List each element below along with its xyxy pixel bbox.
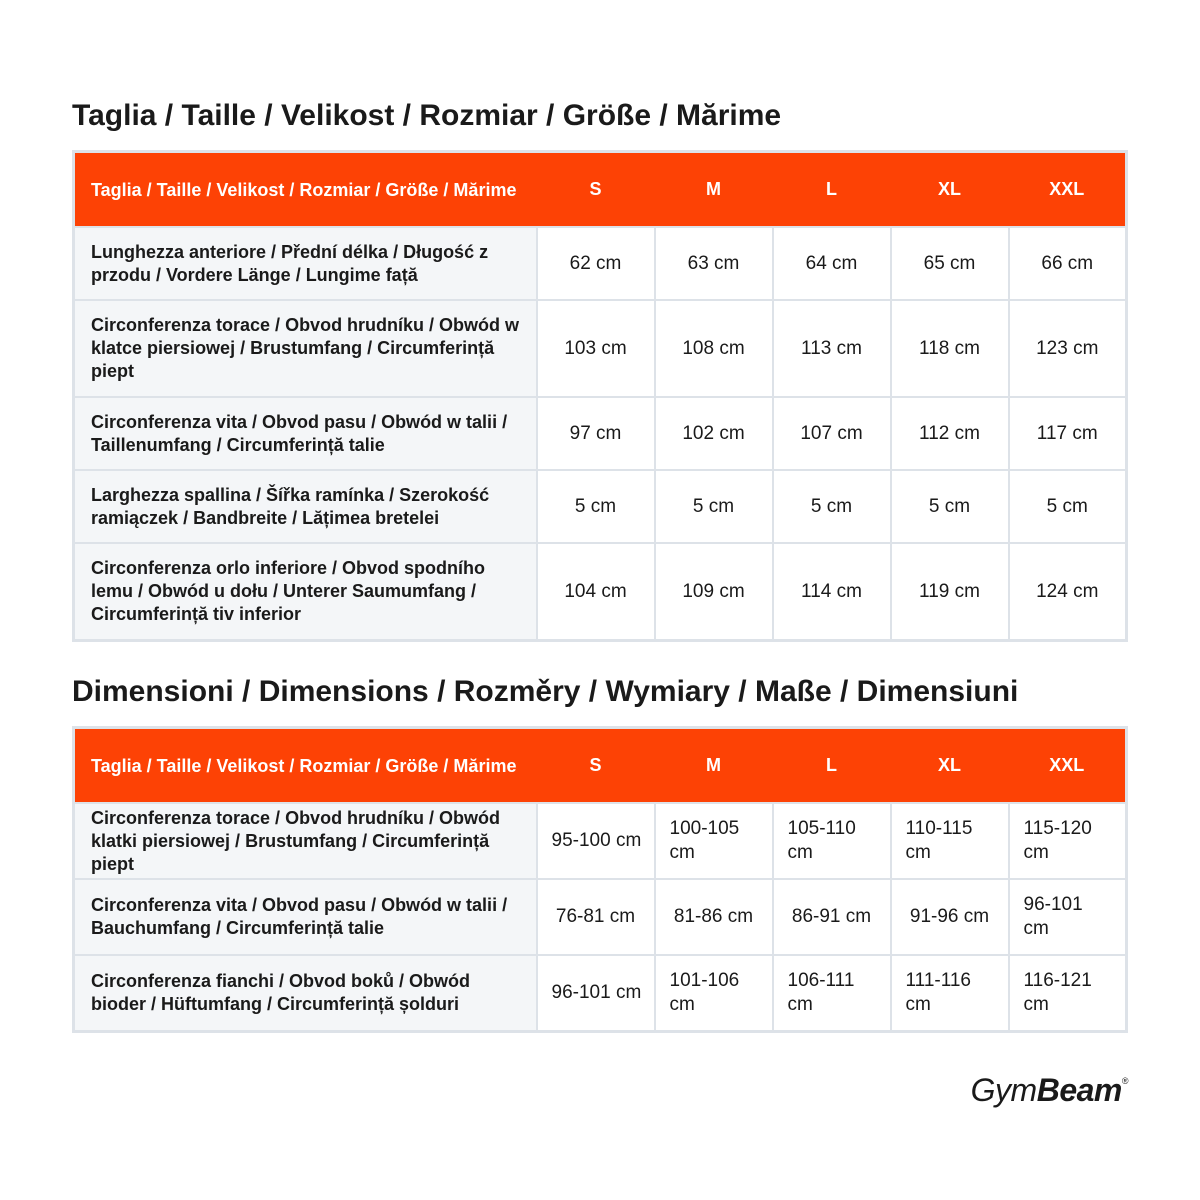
table-header-row	[74, 152, 1127, 228]
cell-value: 5 cm	[655, 470, 773, 543]
logo-text-beam: Beam	[1036, 1072, 1122, 1108]
cell-value: 124 cm	[1009, 543, 1127, 641]
cell-value: 66 cm	[1009, 227, 1127, 300]
row-label: Lunghezza anteriore / Přední délka / Długość z przodu / Vordere Länge / Lungime față	[74, 227, 537, 300]
cell-value: 111-116 cm	[891, 955, 1009, 1032]
cell-value: 86-91 cm	[773, 879, 891, 955]
size-header-s: S	[537, 728, 655, 804]
cell-value: 81-86 cm	[655, 879, 773, 955]
cell-value: 63 cm	[655, 227, 773, 300]
cell-value: 62 cm	[537, 227, 655, 300]
table-row	[74, 300, 1127, 397]
cell-value: 109 cm	[655, 543, 773, 641]
row-label: Circonferenza vita / Obvod pasu / Obwód w talii / Bauchumfang / Circumferință talie	[74, 879, 537, 955]
cell-value: 114 cm	[773, 543, 891, 641]
cell-value: 95-100 cm	[537, 803, 655, 879]
cell-value: 101-106 cm	[655, 955, 773, 1032]
table-row	[74, 543, 1127, 641]
table-row	[74, 955, 1127, 1032]
cell-value: 117 cm	[1009, 397, 1127, 470]
size-header-l: L	[773, 728, 891, 804]
cell-value: 119 cm	[891, 543, 1009, 641]
size-header-m: M	[655, 152, 773, 228]
size-header-m: M	[655, 728, 773, 804]
row-label: Circonferenza fianchi / Obvod boků / Obwód bioder / Hüftumfang / Circumferință șolduri	[74, 955, 537, 1032]
cell-value: 118 cm	[891, 300, 1009, 397]
table-row	[74, 397, 1127, 470]
cell-value: 76-81 cm	[537, 879, 655, 955]
cell-value: 108 cm	[655, 300, 773, 397]
cell-value: 107 cm	[773, 397, 891, 470]
cell-value: 112 cm	[891, 397, 1009, 470]
cell-value: 105-110 cm	[773, 803, 891, 879]
registered-mark: ®	[1121, 1076, 1128, 1086]
cell-value: 123 cm	[1009, 300, 1127, 397]
cell-value: 96-101 cm	[1009, 879, 1127, 955]
size-header-xl: XL	[891, 152, 1009, 228]
size-header-xl: XL	[891, 728, 1009, 804]
size-table	[72, 150, 1128, 642]
size-header-label: Taglia / Taille / Velikost / Rozmiar / Größe / Mărime	[74, 152, 537, 228]
size-table-title: Taglia / Taille / Velikost / Rozmiar / Größe / Mărime	[72, 99, 782, 132]
row-label: Circonferenza torace / Obvod hrudníku / Obwód klatki piersiowej / Brustumfang / Circumferință piept	[74, 803, 537, 879]
cell-value: 5 cm	[891, 470, 1009, 543]
cell-value: 5 cm	[537, 470, 655, 543]
row-label: Circonferenza torace / Obvod hrudníku / Obwód w klatce piersiowej / Brustumfang / Circumferință piept	[74, 300, 537, 397]
cell-value: 102 cm	[655, 397, 773, 470]
logo-text-gym: Gym	[970, 1072, 1037, 1108]
table-header-row	[74, 728, 1127, 804]
cell-value: 5 cm	[1009, 470, 1127, 543]
cell-value: 103 cm	[537, 300, 655, 397]
size-header-label: Taglia / Taille / Velikost / Rozmiar / Größe / Mărime	[74, 728, 537, 804]
size-header-xxl: XXL	[1009, 728, 1127, 804]
table-row	[74, 803, 1127, 879]
cell-value: 64 cm	[773, 227, 891, 300]
cell-value: 65 cm	[891, 227, 1009, 300]
cell-value: 116-121 cm	[1009, 955, 1127, 1032]
table-row	[74, 470, 1127, 543]
cell-value: 100-105 cm	[655, 803, 773, 879]
table-row	[74, 879, 1127, 955]
row-label: Larghezza spallina / Šířka ramínka / Szerokość ramiączek / Bandbreite / Lățimea bretelei	[74, 470, 537, 543]
size-header-xxl: XXL	[1009, 152, 1127, 228]
dimensions-table	[72, 726, 1128, 1033]
gymbeam-logo	[971, 1072, 1128, 1109]
cell-value: 104 cm	[537, 543, 655, 641]
table-row	[74, 227, 1127, 300]
cell-value: 115-120 cm	[1009, 803, 1127, 879]
row-label: Circonferenza vita / Obvod pasu / Obwód w talii / Taillenumfang / Circumferință talie	[74, 397, 537, 470]
cell-value: 113 cm	[773, 300, 891, 397]
cell-value: 106-111 cm	[773, 955, 891, 1032]
cell-value: 91-96 cm	[891, 879, 1009, 955]
size-header-l: L	[773, 152, 891, 228]
cell-value: 97 cm	[537, 397, 655, 470]
row-label: Circonferenza orlo inferiore / Obvod spodního lemu / Obwód u dołu / Unterer Saumumfang / Circumferință tiv inferior	[74, 543, 537, 641]
cell-value: 110-115 cm	[891, 803, 1009, 879]
cell-value: 5 cm	[773, 470, 891, 543]
size-header-s: S	[537, 152, 655, 228]
cell-value: 96-101 cm	[537, 955, 655, 1032]
dimensions-table-title: Dimensioni / Dimensions / Rozměry / Wymiary / Maße / Dimensiuni	[72, 675, 1019, 708]
